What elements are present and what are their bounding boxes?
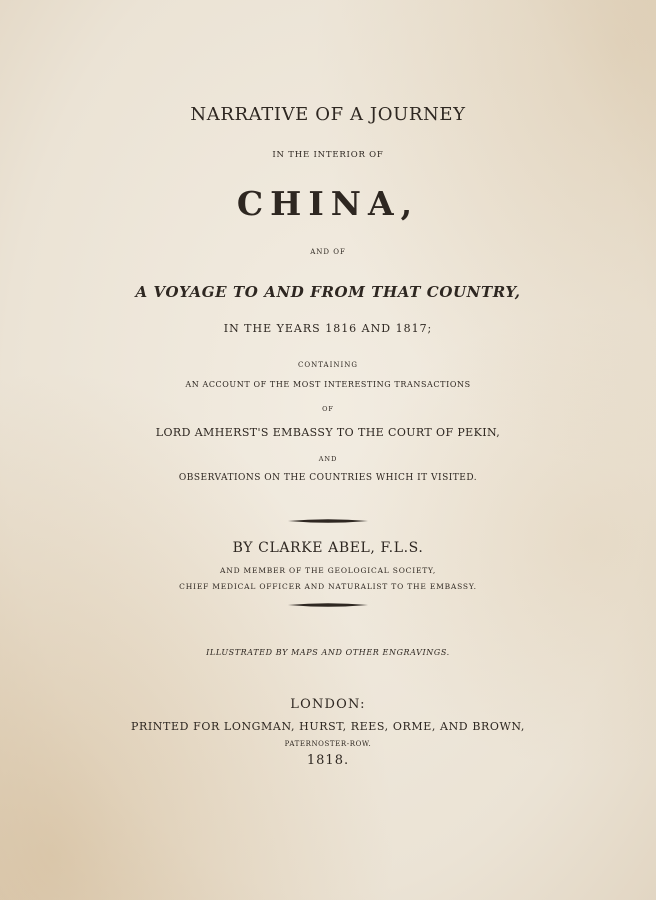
- account-text: AN ACCOUNT OF THE MOST INTERESTING TRANSACTIONS: [185, 380, 471, 389]
- imprint-city: LONDON:: [290, 697, 366, 712]
- author-member-line: AND MEMBER OF THE GEOLOGICAL SOCIETY,: [219, 566, 436, 575]
- ornamental-rule-upper: [0, 516, 656, 526]
- imprint-printer: PRINTED FOR LONGMAN, HURST, REES, ORME, AND BROWN,: [130, 720, 526, 733]
- illustrated-note: ILLUSTRATED BY MAPS AND OTHER ENGRAVINGS.: [206, 648, 450, 657]
- and-of-text: AND OF: [310, 248, 346, 256]
- embassy-text: LORD AMHERST'S EMBASSY TO THE COURT OF PEKIN,: [155, 426, 501, 439]
- title-line-2: IN THE INTERIOR OF: [272, 150, 384, 160]
- and-text: AND: [318, 455, 338, 463]
- of-text: OF: [322, 405, 334, 413]
- containing-text: CONTAINING: [298, 361, 358, 369]
- voyage-subtitle: A VOYAGE TO AND FROM THAT COUNTRY,: [135, 283, 521, 301]
- author-role-line: CHIEF MEDICAL OFFICER AND NATURALIST TO THE EMBASSY.: [179, 582, 477, 591]
- imprint-year: 1818.: [306, 753, 350, 768]
- ornamental-rule-lower: [0, 600, 656, 610]
- title-line-1: NARRATIVE OF A JOURNEY: [190, 104, 466, 125]
- title-china: CHINA,: [236, 184, 420, 223]
- observations-text: OBSERVATIONS ON THE COUNTRIES WHICH IT VISITED.: [178, 473, 478, 483]
- author-line: BY CLARKE ABEL, F.L.S.: [232, 540, 424, 556]
- years-text: IN THE YEARS 1816 AND 1817;: [223, 322, 433, 335]
- imprint-address: PATERNOSTER-ROW.: [284, 740, 372, 748]
